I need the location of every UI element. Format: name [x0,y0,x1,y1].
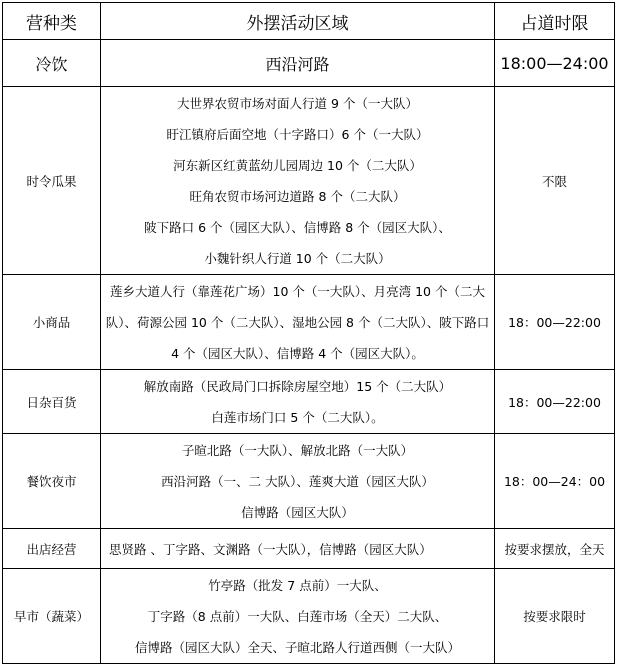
area-line: 信博路（园区大队） [241,504,354,520]
table-row [3,569,615,664]
time-cell: 按要求限时 [495,569,615,664]
table-row [3,275,615,370]
area-cell [101,87,495,275]
area-cell: 思贤路 、丁字路、文渊路（一大队），信博路（园区大队） [101,529,495,569]
time-cell: 18：00—22:00 [495,275,615,370]
area-line: 白莲市场门口 5 个（二大队）。 [211,409,384,425]
table-row [3,370,615,434]
area-cell [101,370,495,434]
area-line: 西沿河路（一、二 大队）、莲爽大道（园区大队） [161,473,434,489]
time-cell: 18：00—24：00 [495,434,615,529]
area-cell [101,434,495,529]
area-cell [101,569,495,664]
header-category: 营种类 [3,3,101,40]
category-cell: 出店经营 [3,529,101,569]
time-cell: 18：00—22:00 [495,370,615,434]
area-line: 河东新区红黄蓝幼儿园周边 10 个（二大队） [173,157,422,173]
area-line: 旺角农贸市场河边道路 8 个（二大队） [189,188,406,204]
category-cell: 小商品 [3,275,101,370]
category-cell: 餐饮夜市 [3,434,101,529]
area-line: 小魏针织人行道 10 个（二大队） [204,250,391,266]
vending-zone-table [2,2,615,664]
header-row [3,3,615,40]
table-row [3,40,615,87]
category-cell: 冷饮 [3,40,101,87]
area-line: 子暄北路（一大队）、解放北路（一大队） [181,442,414,458]
time-cell: 18:00—24:00 [495,40,615,87]
table-row [3,87,615,275]
area-line: 竹亭路（批发 7 点前）一大队、 [208,577,387,593]
area-line: 解放南路（民政局门口拆除房屋空地）15 个（二大队） [143,378,452,394]
time-cell: 不限 [495,87,615,275]
area-cell: 莲乡大道人行（靠莲花广场）10 个（一大队）、月亮湾 10 个（二大队）、荷源公园 10 个（二大队）、湿地公园 8 个（二大队）、陂下路口 4 个（园区大队）、信博路 4 个（园区大队）。 [101,275,495,370]
area-line: 盱江镇府后面空地（十字路口）6 个（一大队） [166,126,429,142]
header-time: 占道时限 [495,3,615,40]
category-cell: 日杂百货 [3,370,101,434]
area-cell: 西沿河路 [101,40,495,87]
table-row [3,529,615,569]
time-cell: 按要求摆放，全天 [495,529,615,569]
area-line: 信博路（园区大队）全天、子暄北路人行道西侧（一大队） [134,639,460,655]
table-row [3,434,615,529]
area-line: 陂下路口 6 个（园区大队）、信博路 8 个（园区大队）、 [144,219,451,235]
category-cell: 时令瓜果 [3,87,101,275]
header-area: 外摆活动区域 [101,3,495,40]
area-line: 丁字路（8 点前）一大队、白莲市场（全天）二大队、 [147,608,448,624]
category-cell: 早市（蔬菜） [3,569,101,664]
area-line: 大世界农贸市场对面人行道 9 个（一大队） [177,95,418,111]
